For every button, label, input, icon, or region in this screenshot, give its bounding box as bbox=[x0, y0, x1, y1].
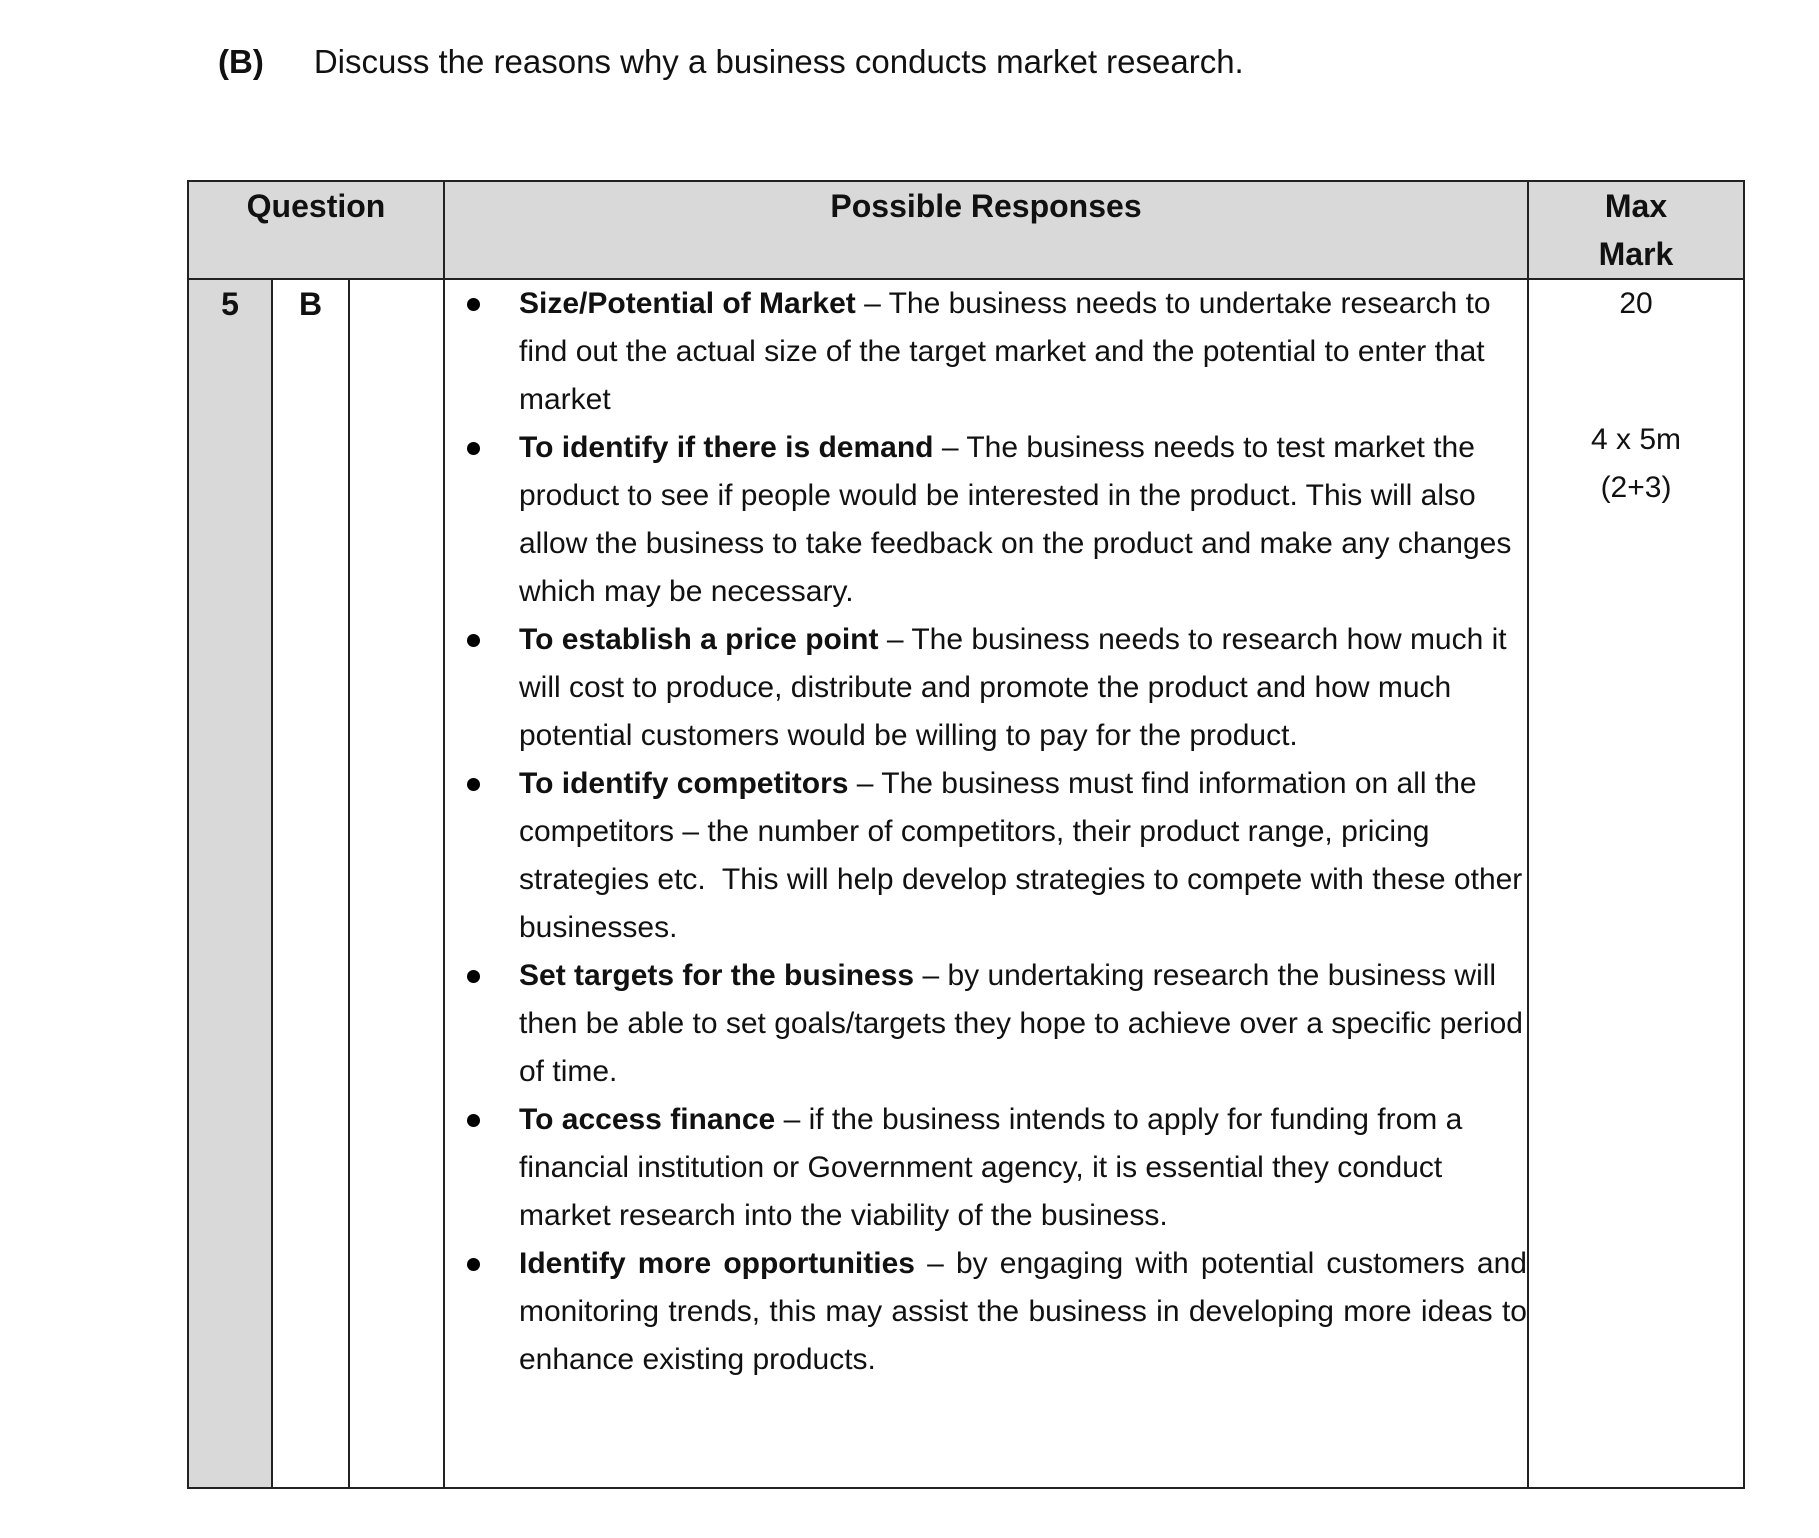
bullet-column bbox=[445, 1240, 519, 1384]
response-text bbox=[519, 1096, 1527, 1240]
question-number-cell: 5 bbox=[188, 279, 272, 1488]
mark-scheme-table bbox=[187, 180, 1745, 1489]
response-body: – The business needs to undertake research to find out the actual size of the target market and the potential to enter that market bbox=[519, 287, 1499, 416]
bullet-column bbox=[445, 424, 519, 616]
max-mark-breakdown: 4 x 5m bbox=[1590, 423, 1682, 456]
bullet-column bbox=[445, 952, 519, 1096]
bullet-column bbox=[445, 616, 519, 760]
question-part-cell: B bbox=[272, 279, 349, 1488]
header-question: Question bbox=[188, 181, 444, 279]
max-mark-cell bbox=[1528, 279, 1744, 1488]
response-text bbox=[519, 616, 1527, 760]
response-lead: Set targets for the business bbox=[519, 959, 915, 992]
bullet-icon bbox=[467, 634, 480, 647]
prompt-text: Discuss the reasons why a business conducts market research. bbox=[313, 43, 1244, 80]
response-item bbox=[445, 952, 1532, 1096]
response-item bbox=[445, 616, 1527, 760]
question-subpart-cell bbox=[349, 279, 444, 1488]
response-item bbox=[445, 424, 1527, 616]
bullet-icon bbox=[467, 970, 480, 983]
response-lead: To identify competitors bbox=[519, 767, 849, 800]
response-item bbox=[445, 1240, 1536, 1384]
response-body: – if the business intends to apply for funding from a financial institution or Government agency, it is essential they conduct market research into the viability of the business. bbox=[519, 1103, 1471, 1232]
response-text bbox=[519, 952, 1532, 1096]
response-body: – The business needs to test market the product to see if people would be interested in the product. This will also allow the business to take feedback on the product and make any changes which may be necessary. bbox=[519, 431, 1520, 608]
bullet-icon bbox=[467, 1114, 480, 1127]
response-text bbox=[519, 424, 1527, 616]
bullet-icon bbox=[467, 442, 480, 455]
response-text bbox=[519, 760, 1531, 952]
header-max-mark-text: Max Mark bbox=[1598, 188, 1674, 272]
responses-cell bbox=[444, 279, 1536, 1488]
response-lead: Identify more opportunities bbox=[519, 1247, 915, 1280]
response-text bbox=[519, 1240, 1536, 1384]
header-possible-responses: Possible Responses bbox=[444, 181, 1528, 279]
response-item bbox=[445, 1096, 1527, 1240]
max-mark-total: 20 bbox=[1619, 287, 1653, 320]
prompt-label: (B) bbox=[218, 43, 264, 80]
response-body: – The business needs to research how much it will cost to produce, distribute and promote the product and how much potential customers would be willing to pay for the product. bbox=[519, 623, 1515, 752]
answer-row bbox=[188, 279, 1744, 1488]
response-lead: To identify if there is demand bbox=[519, 431, 934, 464]
response-text bbox=[519, 280, 1527, 424]
max-mark-breakdown-detail: (2+3) bbox=[1600, 471, 1672, 504]
response-item bbox=[445, 760, 1531, 952]
bullet-column bbox=[445, 1096, 519, 1240]
table-header-row bbox=[188, 181, 1744, 279]
response-body: – by engaging with potential customers and monitoring trends, this may assist the business in developing more ideas to enhance existing products. bbox=[519, 1247, 1536, 1376]
bullet-column bbox=[445, 280, 519, 424]
question-prompt bbox=[218, 38, 1244, 86]
response-lead: To access finance bbox=[519, 1103, 776, 1136]
response-lead: Size/Potential of Market bbox=[519, 287, 856, 320]
responses-list bbox=[445, 280, 1536, 1384]
bullet-icon bbox=[467, 778, 480, 791]
response-body: – by undertaking research the business will then be able to set goals/targets they hope to achieve over a specific period of time. bbox=[519, 959, 1532, 1088]
bullet-icon bbox=[467, 298, 480, 311]
response-item bbox=[445, 280, 1527, 424]
bullet-icon bbox=[467, 1258, 480, 1271]
bullet-column bbox=[445, 760, 519, 952]
response-body: – The business must find information on all the competitors – the number of competitors, their product range, pricing strategies etc. This will help develop strategies to compete with these other businesses. bbox=[519, 767, 1531, 944]
response-lead: To establish a price point bbox=[519, 623, 879, 656]
header-max-mark bbox=[1528, 181, 1744, 279]
